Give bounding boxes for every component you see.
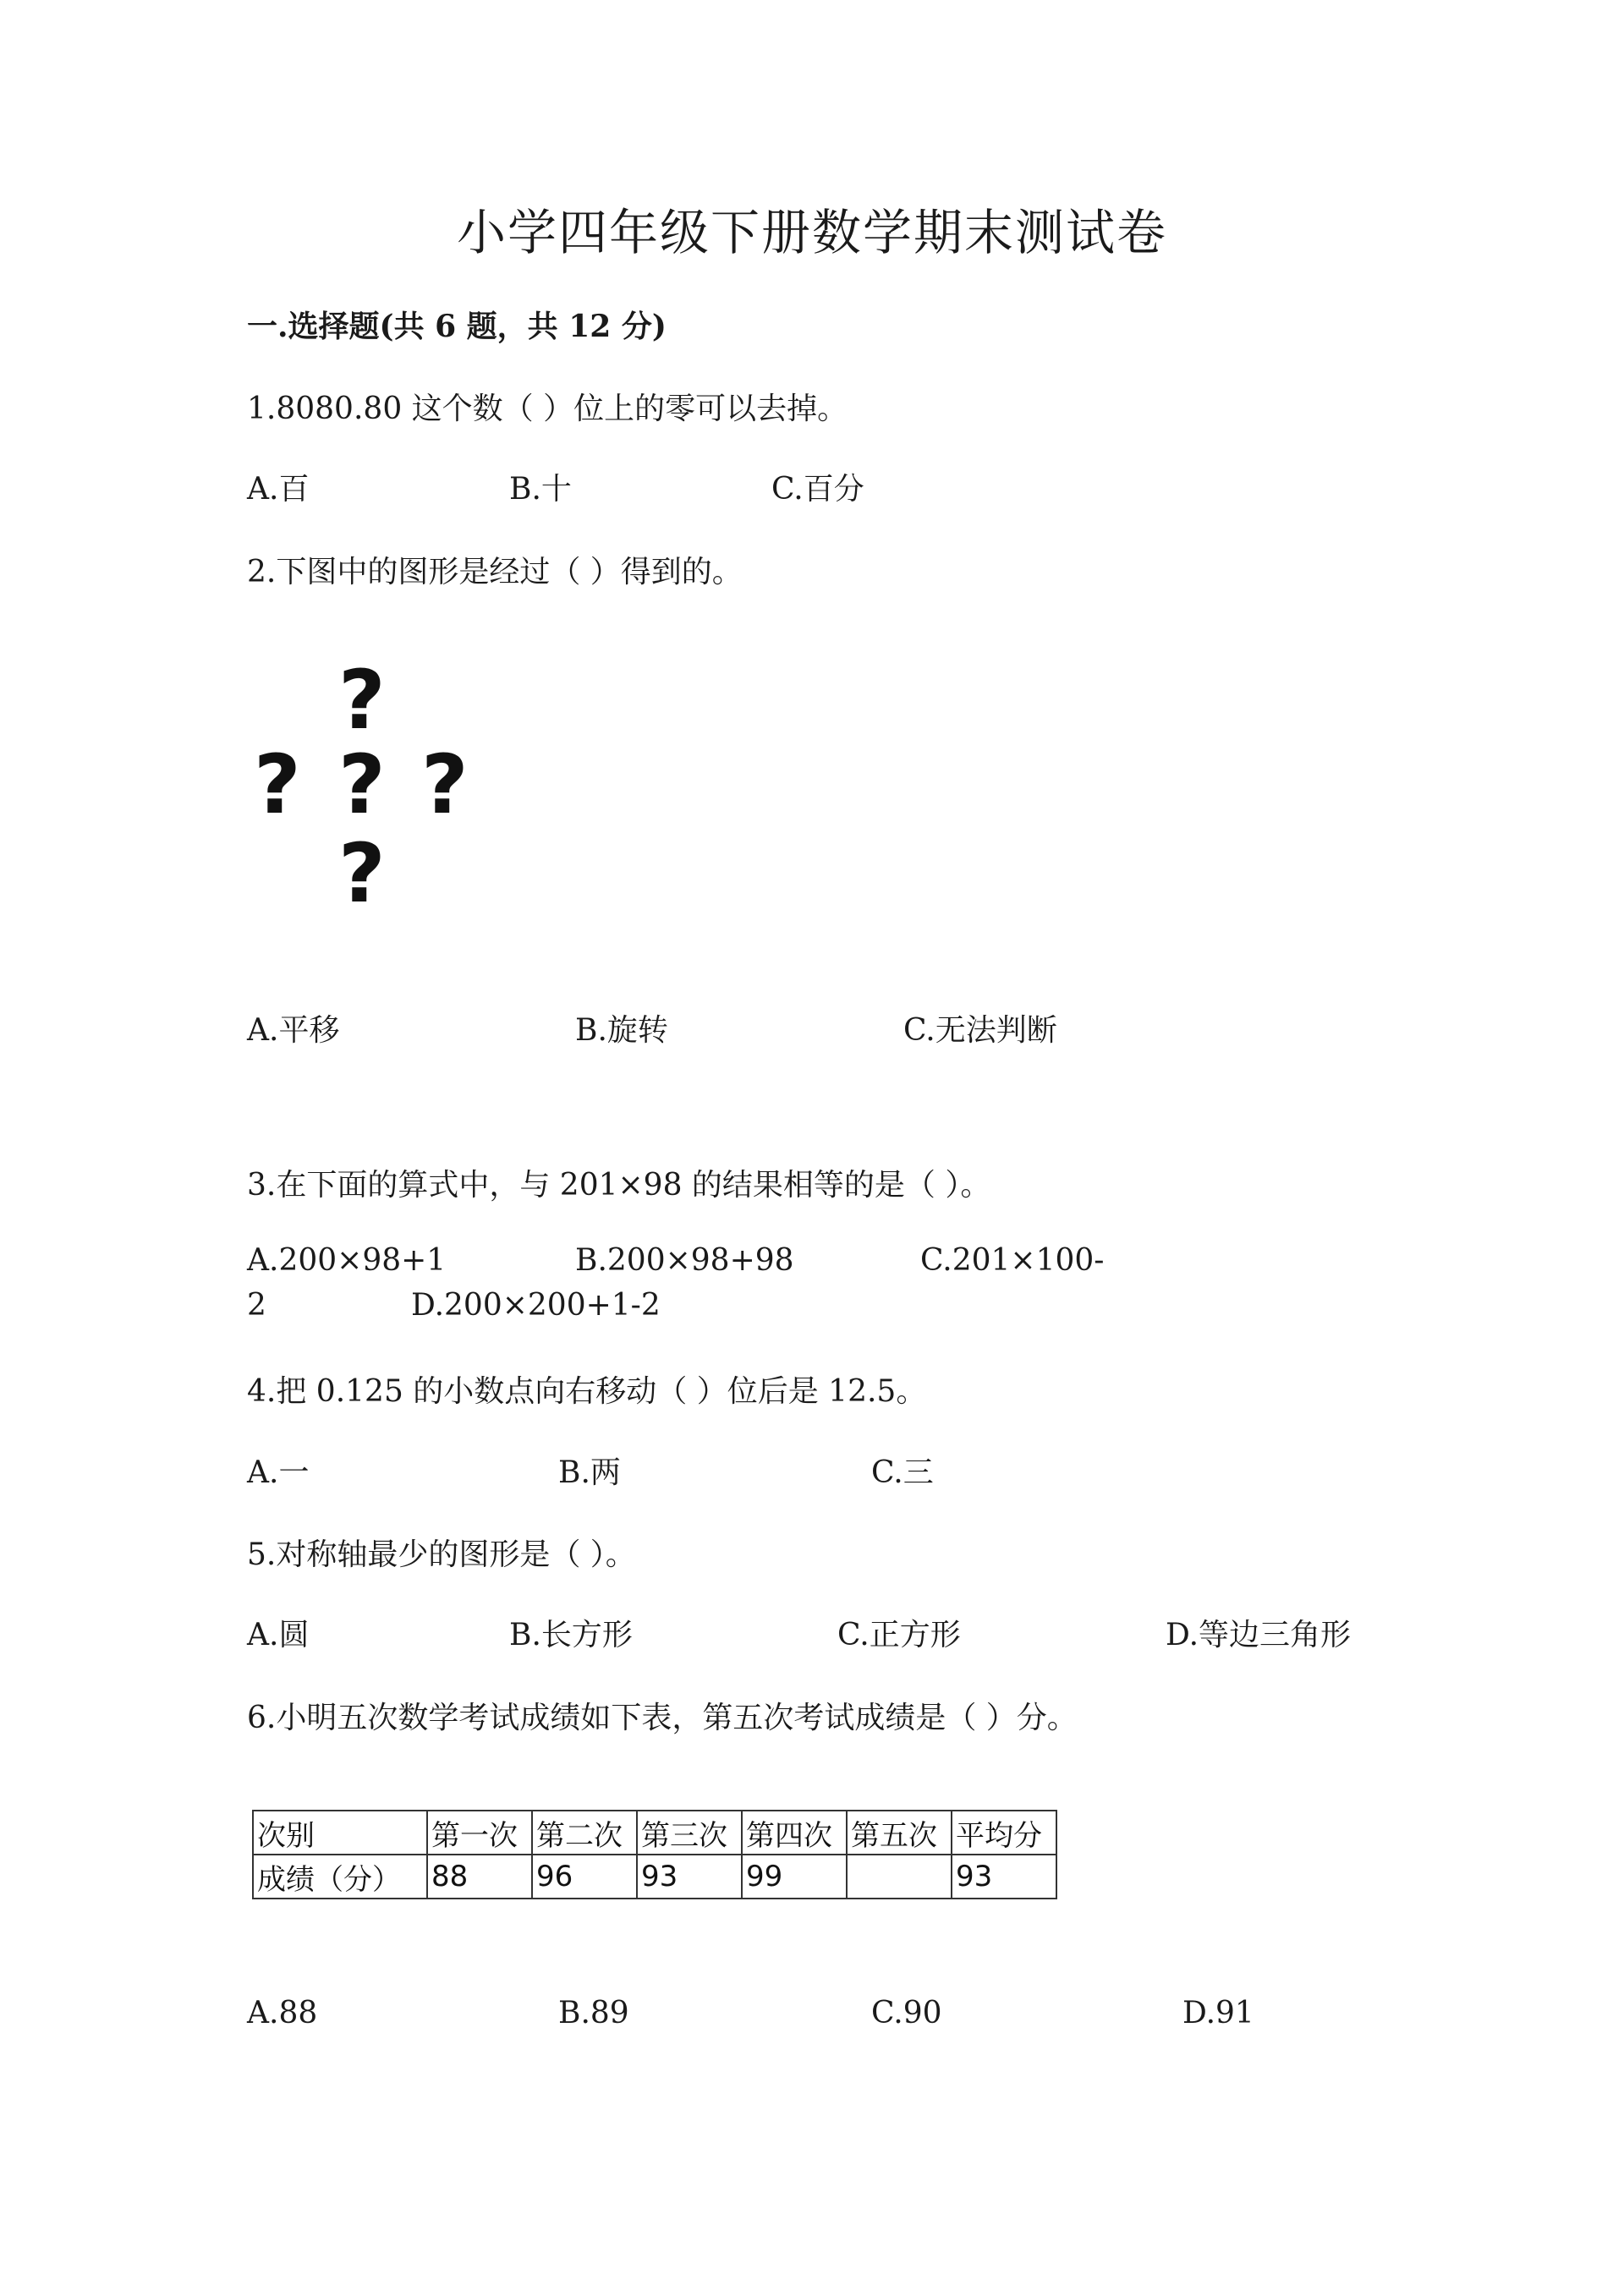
- table-header-cell: 第四次: [742, 1811, 847, 1855]
- question-3-text: 3.在下面的算式中，与 201×98 的结果相等的是（ ）。: [247, 1168, 991, 1203]
- table-header-cell: 次别: [253, 1811, 427, 1855]
- table-cell: 88: [427, 1855, 532, 1899]
- question-1-text: 1.8080.80 这个数（ ）位上的零可以去掉。: [247, 392, 848, 426]
- table-cell: 93: [637, 1855, 742, 1899]
- question-3-option-a: A.200×98+1: [247, 1243, 447, 1278]
- question-5-option-c: C.正方形: [837, 1618, 961, 1652]
- question-3-option-c-continued: 2: [247, 1288, 266, 1323]
- question-5-option-a: A.圆: [247, 1618, 310, 1652]
- question-4-option-c: C.三: [871, 1455, 934, 1490]
- question-mark-right: ?: [421, 737, 469, 832]
- question-6-text: 6.小明五次数学考试成绩如下表，第五次考试成绩是（ ）分。: [247, 1701, 1078, 1735]
- question-3-option-b: B.200×98+98: [575, 1243, 794, 1278]
- table-header-cell: 第一次: [427, 1811, 532, 1855]
- question-mark-left: ?: [254, 737, 301, 832]
- question-5-text: 5.对称轴最少的图形是（ ）。: [247, 1537, 636, 1572]
- question-6-option-b: B.89: [558, 1996, 629, 2030]
- question-6-option-d: D.91: [1182, 1996, 1254, 2030]
- table-cell: 93: [952, 1855, 1056, 1899]
- table-cell-blank: [847, 1855, 952, 1899]
- section-heading: 一.选择题(共 6 题，共 12 分): [247, 309, 667, 344]
- table-row: [253, 1855, 1056, 1899]
- table-header-cell: 第二次: [532, 1811, 637, 1855]
- question-6-option-c: C.90: [871, 1996, 942, 2030]
- question-2-option-a: A.平移: [247, 1013, 340, 1048]
- table-cell: 96: [532, 1855, 637, 1899]
- question-2-option-c: C.无法判断: [903, 1013, 1057, 1048]
- page-title: 小学四年级下册数学期末测试卷: [456, 204, 1167, 261]
- table-header-row: [253, 1811, 1056, 1855]
- question-3-option-d: D.200×200+1-2: [411, 1288, 661, 1323]
- question-6-option-a: A.88: [247, 1996, 318, 2030]
- question-3-option-c: C.201×100-: [920, 1243, 1105, 1278]
- question-2-figure: [254, 653, 491, 922]
- table-header-cell: 第三次: [637, 1811, 742, 1855]
- table-cell: 99: [742, 1855, 847, 1899]
- question-2-text: 2.下图中的图形是经过（ ）得到的。: [247, 555, 743, 589]
- question-2-option-b: B.旋转: [575, 1013, 668, 1048]
- question-mark-center: ?: [338, 737, 386, 832]
- question-1-option-a: A.百: [247, 472, 310, 507]
- question-5-option-d: D.等边三角形: [1166, 1618, 1352, 1652]
- question-4-option-a: A.一: [247, 1455, 310, 1490]
- scores-table: [252, 1810, 1057, 1899]
- table-header-cell: 第五次: [847, 1811, 952, 1855]
- question-mark-bottom: ?: [338, 826, 386, 921]
- question-1-option-c: C.百分: [771, 472, 864, 507]
- question-1-option-b: B.十: [509, 472, 572, 507]
- table-header-cell: 平均分: [952, 1811, 1056, 1855]
- question-4-text: 4.把 0.125 的小数点向右移动（ ）位后是 12.5。: [247, 1374, 927, 1409]
- question-4-option-b: B.两: [558, 1455, 621, 1490]
- question-5-option-b: B.长方形: [509, 1618, 633, 1652]
- table-cell: 成绩（分）: [253, 1855, 427, 1899]
- question-mark-top: ?: [338, 653, 386, 748]
